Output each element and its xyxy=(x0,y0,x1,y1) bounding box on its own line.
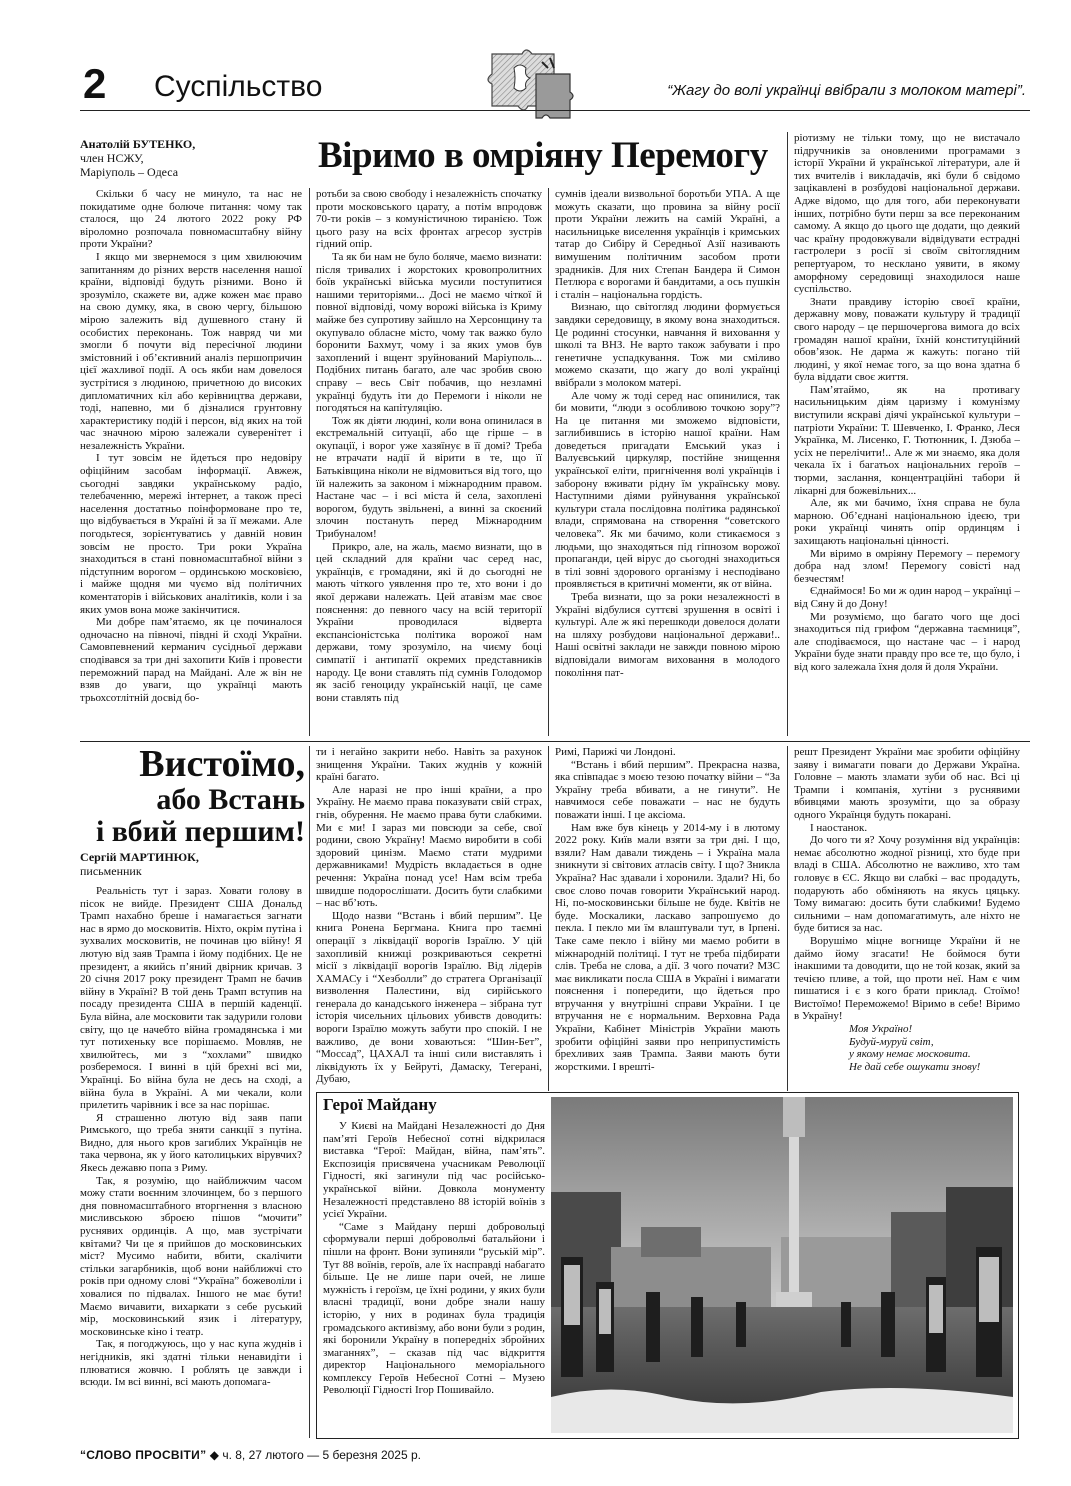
verse-line: Не дай себе ошукати знову! xyxy=(849,1060,981,1073)
article2-title xyxy=(80,744,305,848)
paragraph: І тут зовсім не йдеться про недовіру офіційним засобам інформації. Авжеж, сьогодні завдяки українському радіо, телебаченню, мережі інтернет, а також пресі населення достатньо поінформоване про те, що відбувається в Україні й за її межами. Але погодьтеся, зорієнтуватись у давній новин зовсім не просто. Три роки Україна знаходиться в стані повномасштабної війни з підступним ворогом – ординською московією, і майже щодня ми чуємо від політичних коментаторів і військових аналітиків, коли і за яких умов вона може закінчитися. xyxy=(80,452,302,616)
paragraph: Але, як ми бачимо, їхня справа не була марною. Об’єднані національною ідеєю, три роки українці чинять опір ординцям і захищають національні цінності. xyxy=(794,497,1020,547)
column-divider xyxy=(548,188,549,736)
paragraph: Ми віримо в омріяну Перемогу – перемогу добра над злом! Перемогу совісті над безчестям! xyxy=(794,547,1020,585)
paragraph: Ворушімо міцне вогнище України й не даймо йому згасати! Не боймося бути інакшими та доводити, що не той козак, який за течією пливе, а той, що проти неї. Нам є чим пишатися і є з кого брати приклад. Стоїмо! Вистоїмо! Переможемо! Віримо в себе! Віримо в Україну! xyxy=(794,934,1020,1023)
paragraph: Пам’ятаймо, як на противагу насильницьким діям царизму і комунізму виступили яскраві діячі української культури – патріоти України: Т. Шевченко, І. Франко, Леся Українка, М. Лисенко, Г. Тютюнник, І. Дзюба – усіх не перелічити!.. Але ж ми знаємо, яка доля чекала їх і багатьох національних героїв – тюрми, заслання, концентраційні табори й лікарні для божевільних... xyxy=(794,383,1020,497)
heroes-box-text xyxy=(323,1120,545,1432)
paragraph: Нам вже був кінець у 2014-му і в лютому 2022 року. Київ мали взяти за три дні. І що, взяли? Нам давали тиждень – і Україна мала зникнути зі світових атласів світу. І що? Зникла Україна? Нас здавали і хоронили. Здали? Ні, бо своє слово почав говорити Український народ. Ні, по-московинськи більше не буде. Квітів не буде. Москалики, ласкаво запрошуємо до пекла. І пекло ми їм влаштували тут, в Ірпені. Таке саме пекло і війну ми маємо робити в міжнародній політиці. І тут не треба підбирати слів. Треба не слова, а дії. З чого почати? МЗС має викликати посла США в Україні і вимагати пояснення і попередити, що йдеться про втручання у внутрішні справи України. І це втручання не є нормальним. Верховна Рада України, Кабінет Міністрів України мають зробити офіційні заяви про неприпустимість брехливих заяв Трампа. Заяви мають бути жорсткими. І врешті- xyxy=(555,821,780,1073)
article1-author-name: Анатолій БУТЕНКО, xyxy=(80,137,196,151)
paragraph: Скільки б часу не минуло, та нас не покидатиме одне болюче питання: чому так сталося, що 24 лютого 2022 року РФ віроломно розпочала повномасштабну війну проти України? xyxy=(80,188,302,251)
article2-title-line: Вистоїмо, xyxy=(139,743,305,785)
article1-column-4 xyxy=(794,132,1020,738)
article2-column-1 xyxy=(80,885,302,1440)
header-rule xyxy=(80,110,1030,111)
heroes-box-title: Герої Майдану xyxy=(323,1095,437,1114)
paragraph: Треба визнати, що за роки незалежності в Україні відбулися суттєві зрушення в освіті і культурі. Але ж які перешкоди довелося долати на шляху розбудови національної держави!.. Наші освітні заклади не завжди повною мірою відповідали вимогам виховання в молодого покоління пат- xyxy=(555,591,780,679)
paragraph: ріотизму не тільки тому, що не вистачало підручників за оновленими програмами з історії України й української літератури, але й тих вчителів і викладачів, які були б свідомо зацікавлені в розбудові національної держави. Адже відомо, що для того, аби переконувати інших, потрібно бути перш за все переконаним самому. А якщо до цього ще додати, що деякий час країну продовжували відвідувати естрадні гастролери з росії зі своїм світоглядним репертуаром, то несклано уявити, в якому аморфному середовищі знаходилося наше суспільство. xyxy=(794,132,1020,296)
paragraph: Я страшенно лютую від заяв папи Римського, що треба зняти санкції з путіна. Видно, для нього кров загиблих Українців не така червона, як у його католицьких вірувчих? Якесь дежавю попа з Риму. xyxy=(80,1111,302,1175)
paragraph: До чого ти я? Хочу розуміння від українців: немає абсолютно жодної різниці, хто буде при владі в США. Абсолютно не важливо, хто там головує в ЄС. Якщо ви слабкі – вас продадуть, подарують або обміняють на якусь цяцьку. Тому вимагаю: досить бути слабкими! Будемо сильними – нам допомагатимуть, але ніхто не буде битися за нас. xyxy=(794,834,1020,935)
article2-title-line: і вбий першим! xyxy=(95,815,305,848)
paragraph: ротьби за свою свободу і незалежність спочатку проти московського царату, а потім впродовж 70-ти років – з комуністичною тиранією. Тож цього разу на всіх фронтах агресор зустрів гідний опір. xyxy=(316,188,542,251)
paragraph: Але наразі не про інші країни, а про Україну. Не маємо права показувати свій страх, гнів, обурення. Не маємо права бути слабкими. Ми є ми! І зараз ми повсюди за себе, свої родини, свою Україну! Маємо виробити в собі здоровий цинізм. Маємо стати мудрими державниками! Мудрість вкладається в одне речення: Україна понад усе! Нам всім треба швидше подорослішати. Досить бути слабкими – нас вб’ють. xyxy=(316,783,542,910)
article1-column-1 xyxy=(80,188,302,738)
paragraph: ти і негайно закрити небо. Навіть за рахунок знищення України. Таких жуднів у кожній країні багато. xyxy=(316,746,542,784)
section-title: Суспільство xyxy=(154,70,323,103)
paragraph: сумнів ідеали визвольної боротьби УПА. А ще можуть сказати, що провина за війну росії проти України лежить на самій Україні, а насильницьке виселення українців і кримських татар до Сибіру й Середньої Азії називають вимушеним політичним засобом проти зрадників. Для них Степан Бандера й Симон Петлюра є ворогами й бандитами, а ось пушкін і сталін – національна гордість. xyxy=(555,188,780,301)
paragraph: Та як би нам не було боляче, маємо визнати: після тривалих і жорстоких кровопролитних боїв українські війська мусили поступитися нашими територіями... Досі не маємо чіткої й повної відповіді, чому ворожі війська із Криму майже без супротиву зайшло на Херсонщину та окупувало обласне місто, чому так важко було боронити Бахмут, чому і за яких умов був захоплений і вщент зруйнований Маріуполь... Подібних питань багато, але час зробив свою справу – весь Світ побачив, що незламні українці будуть іти до Перемоги і ніколи не погодяться на капітуляцію. xyxy=(316,250,542,415)
article1-column-2 xyxy=(316,188,542,738)
column-divider xyxy=(548,746,549,1091)
paragraph: Ми розуміємо, що багато чого ще досі знаходиться під грифом “державна таємниця”, але сподіваємося, що настане час – і народ України буде знати правду про все те, що було, і від кого залежала їхня доля й доля України. xyxy=(794,610,1020,673)
paragraph: Щодо назви “Встань і вбий першим”. Це книга Ронена Бергмана. Книга про таємні операції з ліквідації ворогів Ізраїлю. У цій захопливій книжці розкриваються секретні місії з ліквідації ворогів Ізраїлю. Від лідерів ХАМАСу і “Хезболли” до стратега Організації визволення Палестини, від сирійського генерала до канадського інженера – зібрана тут історія чисельних цільових убивств доводить: вороги Ізраїлю можуть забути про спокій. І не важливо, де вони ховаються: “Шин-Бет”, “Моссад”, ЦАХАЛ та інші сили виставлять і ліквідують їх у Бейруті, Дамаску, Тегерані, Дубаю, xyxy=(316,909,542,1086)
column-divider xyxy=(787,132,788,736)
verse-line: Моя Україно! xyxy=(849,1023,913,1036)
page-number: 2 xyxy=(83,60,107,107)
paragraph: І якщо ми звернемося з цим хвилюючим запитанням до різних верств населення нашої країни, відповіді будуть різними. Воно й зрозуміло, скажете ви, адже кожен має право на свою думку, яка, в свою чергу, більшою мірою залежить від душевного стану й особистих переконань. Тож навряд чи ми змогли б почути від пересічної людини змістовний і об’єктивний аналіз першопричин цієї жахливої події. А ось якби нам довелося зустрітися з людиною, причетною до високих дипломатичних кіл або керівництва держави, тоді, напевно, ми б дізналися грунтовну характеристику подій і персон, від яких на той час значною мірою залежали суверенітет і незалежність України. xyxy=(80,250,302,452)
paragraph: “Саме з Майдану перші добровольці сформували перші добровольчі батальйони і пішли на фронт. Вони зупиняли “руській мір”. Тут 88 воїнів, героїв, але їх насправді набагато більше. Це не лише пари очей, не лише мужність і героїзм, це їхні родини, у яких були власні традиції, вони добре знали нашу історію, у них в родинах була традиція громадського активізму, або вони були з родин, які боронили Україну в попередніх збройних змаганнях”, – сказав під час відкриття директор Національного меморіального комплексу Героїв Небесної Сотні – Музею Революції Гідності Ігор Пошивайло. xyxy=(323,1220,545,1397)
paragraph: Знати правдиву історію своєї країни, державну мову, поважати культуру й традиції свого народу – це першочергова вимога до всіх громадян нашої країни, їхній конституційний обов’язок. Не дарма ж кажуть: поганo тій людині, у якої немає того, за що вона здатна б була віддати своє життя. xyxy=(794,295,1020,384)
paragraph: У Києві на Майдані Незалежності до Дня пам’яті Героїв Небесної сотні відкрилася виставка “Герої: Майдан, війна, пам’ять”. Експозиція присвячена учасникам Революції Гідності, які загинули під час російсько-української війни. Довкола монументу Незалежності представлено 88 історій воїнів з усієї України. xyxy=(323,1120,545,1221)
paragraph: Але чому ж тоді серед нас опинилися, так би мовити, “люди з особливою точкою зору”? На це питання ми зможемо відповісти, заглибившись в історію нашої країни. Нам доведеться пригадати Емський указ і Валуєвський циркуляр, постійне знищення української еліти, пригнічення волі українців і заборону вживати рідну їм українську мову. Наступними діями руйнування української культури стала послідовна політика радянської влади, спрямована на створення “советского человека”. Як ми бачимо, коли стикаємося з людьми, що знаходяться під гіпнозом ворожої пропаганди, цей вірус до сьогодні знаходиться в тілі зовні здорового організму і несподівано проявляється в критичні моменти, як от війна. xyxy=(555,389,780,591)
column-divider xyxy=(309,188,310,736)
verse-line: у якому немає московита. xyxy=(849,1048,971,1061)
paragraph: Так, я розумію, що найближчим часом можу стати воєнним злочинцем, бо з першого дня повномасштабного вторгнення з власною мисливською зброєю пішов “мочити” руснявих ординців. А що, мав зустрічати квітами? Чи це я прийшов до московинських міст? Мусимо набити, вбити, скалічити стільки загарбників, щоб вони найближчі сто років при одному слові “Україна” божеволіли і ховалися по підвалах. Іншого не має бути! Маємо вичавити, вихаркати з себе руський мір, московинський язик і літературу, московинське кіно і театр. xyxy=(80,1174,302,1338)
article1-title: Віримо в омріяну Перемогу xyxy=(318,135,768,176)
paragraph: Тож як діяти людині, коли вона опинилася в екстремальній ситуації, або ще гірше – в окупації, і ворог уже хазяїнує в її домі? Треба не втрачати надії й вірити в те, що її Батьківщина ніколи не відмовиться від того, що їй належить за законом і міжнародним правом. Настане час – і всі міста й села, захоплені ворогом, будуть звільнені, а винні за скоєний злочин постануть перед Міжнародним Трибуналом! xyxy=(316,414,542,541)
article2-column-4 xyxy=(794,746,1020,1091)
article2-byline xyxy=(80,850,300,878)
paragraph: Так, я погоджуюсь, що у нас купа жуднів і негідників, які здатні тільки ненавидіти і плюватися жовчю. І роблять це завжди і всюди. Ім всі винні, всі мають допомага- xyxy=(80,1338,302,1389)
maidan-exhibition-photo xyxy=(551,1097,1013,1433)
header-motto: “Жагу до волі українці ввібрали з молоком матері”. xyxy=(667,82,1026,99)
paragraph: І наостанок. xyxy=(810,821,868,834)
article2-title-line: або Встань xyxy=(156,783,305,816)
section-rule xyxy=(80,741,1030,742)
footer xyxy=(80,1448,421,1462)
paragraph: Ми добре пам’ятаємо, як це починалося одночасно на півночі, півдні й сході України. Самовпевнений керманич сусідньої держави сподівався за три дні захопити Київ і провести переможний парад на Майдані. Але ж він не взяв до уваги, що українці мають трьохсотлітній досвід бо- xyxy=(80,616,302,704)
paragraph: Римі, Парижі чи Лондоні. xyxy=(555,746,676,758)
article1-author-role: член НСЖУ, xyxy=(80,151,144,165)
column-divider xyxy=(787,746,788,1091)
paragraph: “Встань і вбий першим”. Прекрасна назва, яка співпадає з моєю тезою початку війни – “За Україну треба вбивати, а не гинути”. Не навчимося себе поважати – нас не будуть поважати інші. І це аксіома. xyxy=(555,758,780,821)
article1-author-place: Маріуполь – Одеса xyxy=(80,165,179,179)
paragraph: Прикро, але, на жаль, маємо визнати, що в цей складний для країни час серед нас, українців, є громадяни, які й до сьогодні не мають чіткого уявлення про те, хто вони і до якої держави належать. Цей атавізм має своє пояснення: до певного часу на всій території України проводилася відверта експансіоністська політика ворожої нам держави, тому зрозуміло, на чиєму боці симпатії і антипатії окремих представників народу. Це вони ставлять під сумнів Голодомор як засіб геноциду українській нації, це саме вони ставлять під xyxy=(316,540,542,704)
verse-line: Будуй-муруй світ, xyxy=(849,1035,934,1048)
article2-column-3 xyxy=(555,746,780,1091)
column-divider xyxy=(309,746,310,1438)
paragraph: Визнаю, що світогляд людини формується завдяки середовищу, в якому вона знаходиться. Це родинні стосунки, навчання й виховання у школі та ВНЗ. Не варто також забувати і про генетичне успадкування. Тож ми сміливо можемо сказати, що жагу до волі українці ввібрали з молоком матері. xyxy=(555,301,780,389)
paragraph: решт Президент України має зробити офіційну заяву і вимагати поваги до Держави Україна. Головне – мають зламати зуби об нас. Всі ці Трампи і компанія, хутіни з руснявими вбивцями мають зрозуміти, що за образу одного Українця будуть покарані. xyxy=(794,746,1020,821)
paragraph: Єднаймося! Бо ми ж один народ – українці – від Сяну й до Дону! xyxy=(794,585,1020,610)
article2-column-2 xyxy=(316,746,542,1091)
article2-author-role: письменник xyxy=(80,864,142,878)
article1-column-3 xyxy=(555,188,780,738)
paragraph: Реальність тут і зараз. Ховати голову в пісок не вийде. Президент США Дональд Трамп нахабно бреше і намагається загнати нас в ярмо до московитів. Ніхто, окрім путіна і зухвалих московитів, не починав цю війну! Я лютую від заяв Трампа і йому подібних. Це не президент, а якийсь п’яний двірник кричав. З 20 січня 2017 року президент Трамп не бачив війну в Україні? В той день Трамп вступив на посаду президента США в першій каденції. Була війна, але московити так задурили голови світу, що це начебто війна громадянська і ми тут потихеньку все порішаємо. Мовляв, не хвилюйтесь, ми з “хохлами” швидко розберемося. І винні в цій брехні всі ми, Українці. Бо війна була не десь на сході, а війна була в Україні. А ми чекали, коли прилетить чарівник і все за нас порішає. xyxy=(80,885,302,1112)
article2-author-name: Сергій МАРТИНЮК, xyxy=(80,850,199,864)
diamond-icon: ◆ xyxy=(209,1448,219,1462)
footer-brand: “СЛОВО ПРОСВІТИ” xyxy=(80,1448,207,1462)
article1-byline xyxy=(80,137,270,179)
footer-issue: ч. 8, 27 лютого — 5 березня 2025 р. xyxy=(222,1448,421,1462)
